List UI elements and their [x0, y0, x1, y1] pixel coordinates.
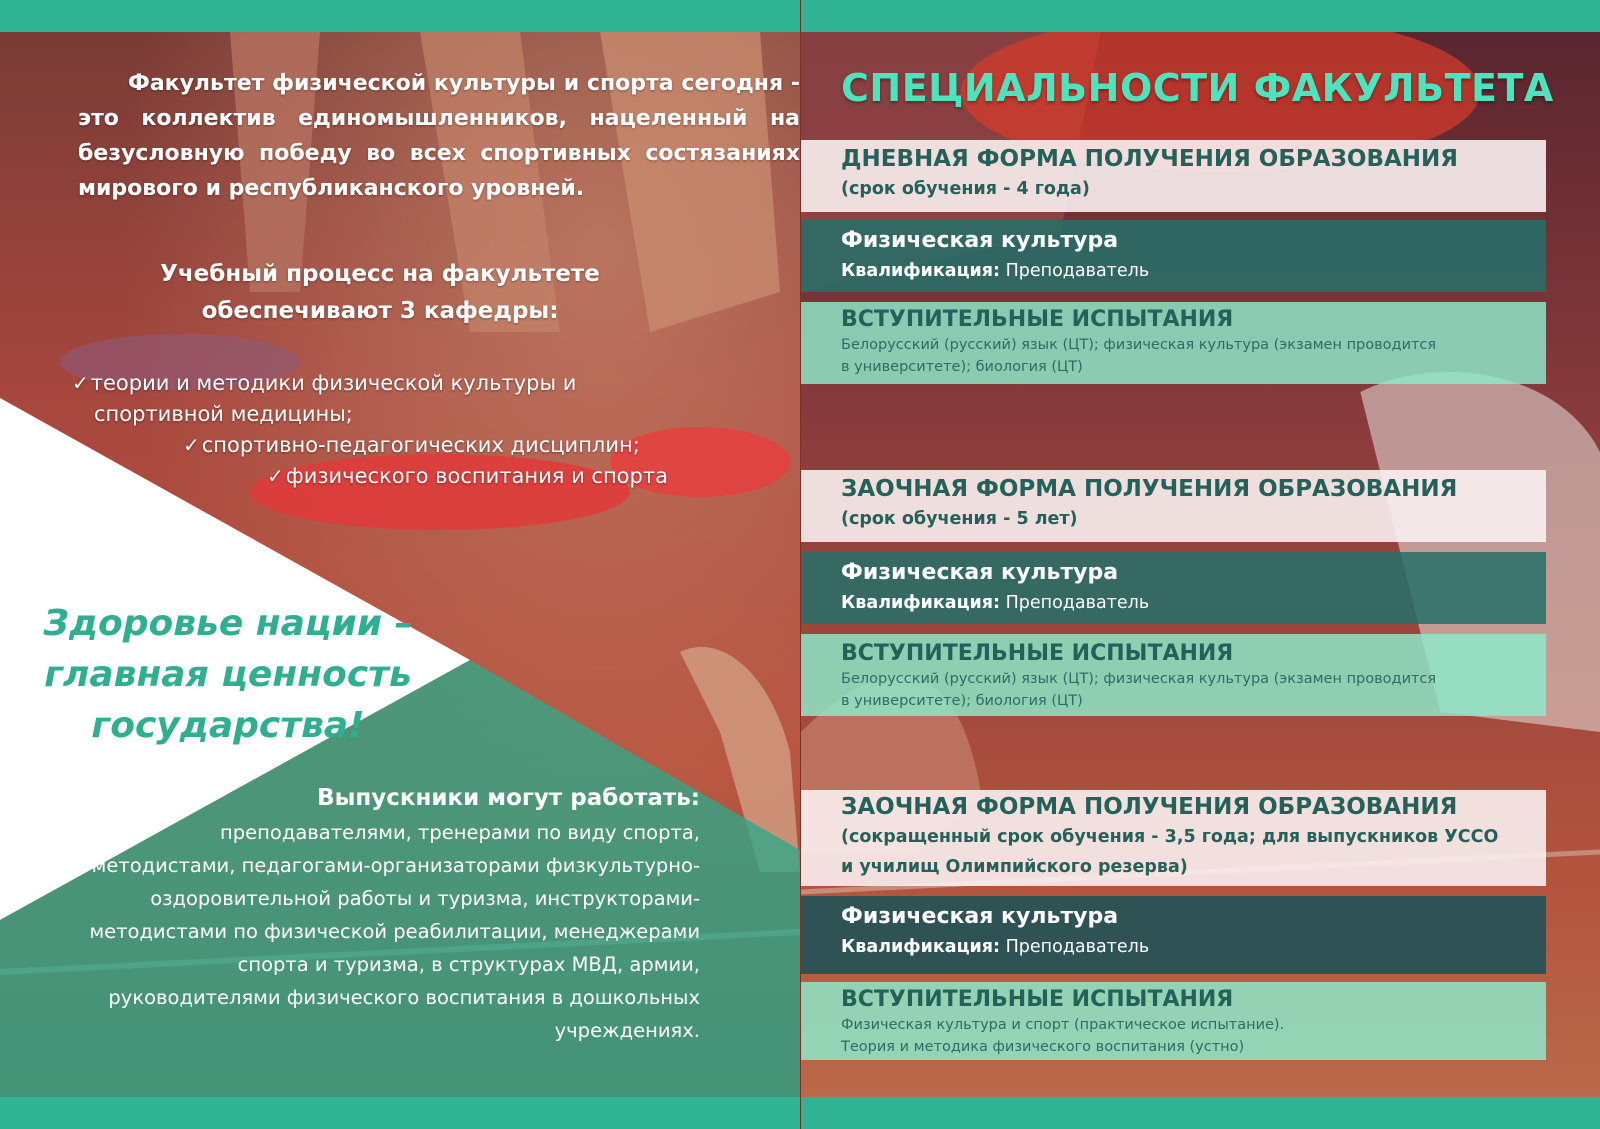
specialty-box [801, 552, 1546, 624]
faculty-intro: Факультет физической культуры и спорта сегодня - это коллектив единомышленников, нацеленный на безусловную победу во всех спортивных состязаниях мирового и республиканского уровней. [78, 71, 800, 201]
exams-line-1: Физическая культура и спорт (практическое испытание). [841, 1017, 1285, 1033]
department-item-1 [72, 368, 576, 430]
right-page [800, 0, 1600, 1129]
qualification: Квалификация: Преподаватель [841, 937, 1150, 957]
exams-title: ВСТУПИТЕЛЬНЫЕ ИСПЫТАНИЯ [841, 987, 1234, 1012]
top-band [801, 0, 1600, 32]
graduates-title: Выпускники могут работать: [317, 785, 700, 811]
specialty-box [801, 220, 1546, 292]
specialties-title: СПЕЦИАЛЬНОСТИ ФАКУЛЬТЕТА [841, 66, 1554, 110]
checkmark-icon: ✓ [72, 371, 89, 395]
exams-line-2: в университете); биология (ЦТ) [841, 693, 1083, 709]
form-duration-line-2: и училищ Олимпийского резерва) [841, 857, 1188, 877]
form-box-extramural [801, 470, 1546, 542]
form-duration: (срок обучения - 5 лет) [841, 509, 1078, 529]
exams-box [801, 634, 1546, 716]
checkmark-icon: ✓ [267, 464, 284, 488]
form-box-extramural-shortened [801, 790, 1546, 886]
bottom-band [801, 1097, 1600, 1129]
exams-title: ВСТУПИТЕЛЬНЫЕ ИСПЫТАНИЯ [841, 641, 1234, 666]
qualification: Квалификация: Преподаватель [841, 593, 1150, 613]
form-title: ЗАОЧНАЯ ФОРМА ПОЛУЧЕНИЯ ОБРАЗОВАНИЯ [841, 476, 1458, 502]
exams-title: ВСТУПИТЕЛЬНЫЕ ИСПЫТАНИЯ [841, 307, 1234, 332]
department-1-line-2: спортивной медицины; [94, 402, 353, 426]
qualification: Квалификация: Преподаватель [841, 261, 1150, 281]
form-box-daytime [801, 140, 1546, 212]
form-duration: (сокращенный срок обучения - 3,5 года; для выпускников УССО [841, 827, 1499, 847]
exams-box [801, 302, 1546, 384]
graduates-text: преподавателями, тренерами по виду спорта, методистами, педагогами-организаторами физкультурно-оздоровительной работы и туризма, инструкторами-методистами по физической реабилитации, менеджерами спорта и туризма, в структурах МВД, армии, руководителями физического воспитания в дошкольных учреждениях. [89, 821, 700, 1042]
specialty-name: Физическая культура [841, 228, 1119, 253]
checkmark-icon: ✓ [183, 433, 200, 457]
exams-line-1: Белорусский (русский) язык (ЦТ); физическая культура (экзамен проводится [841, 337, 1437, 353]
department-1-line-1: теории и методики физической культуры и [90, 371, 577, 395]
top-band [0, 0, 800, 32]
bottom-band [0, 1097, 800, 1129]
specialty-name: Физическая культура [841, 904, 1119, 929]
exams-box [801, 982, 1546, 1060]
specialty-name: Физическая культура [841, 560, 1119, 585]
form-title: ЗАОЧНАЯ ФОРМА ПОЛУЧЕНИЯ ОБРАЗОВАНИЯ [841, 794, 1458, 820]
exams-line-1: Белорусский (русский) язык (ЦТ); физическая культура (экзамен проводится [841, 671, 1437, 687]
specialty-box [801, 896, 1546, 974]
exams-line-2: в университете); биология (ЦТ) [841, 359, 1083, 375]
form-duration: (срок обучения - 4 года) [841, 179, 1090, 199]
department-item-3: ✓физического воспитания и спорта [267, 464, 668, 488]
form-title: ДНЕВНАЯ ФОРМА ПОЛУЧЕНИЯ ОБРАЗОВАНИЯ [841, 146, 1458, 172]
departments-title: Учебный процесс на факультете обеспечивают 3 кафедры: [160, 261, 600, 324]
exams-line-2: Теория и методика физического воспитания (устно) [841, 1039, 1245, 1055]
slogan: Здоровье нации – главная ценность государства! [43, 603, 413, 746]
department-item-2: ✓спортивно-педагогических дисциплин; [183, 433, 640, 457]
